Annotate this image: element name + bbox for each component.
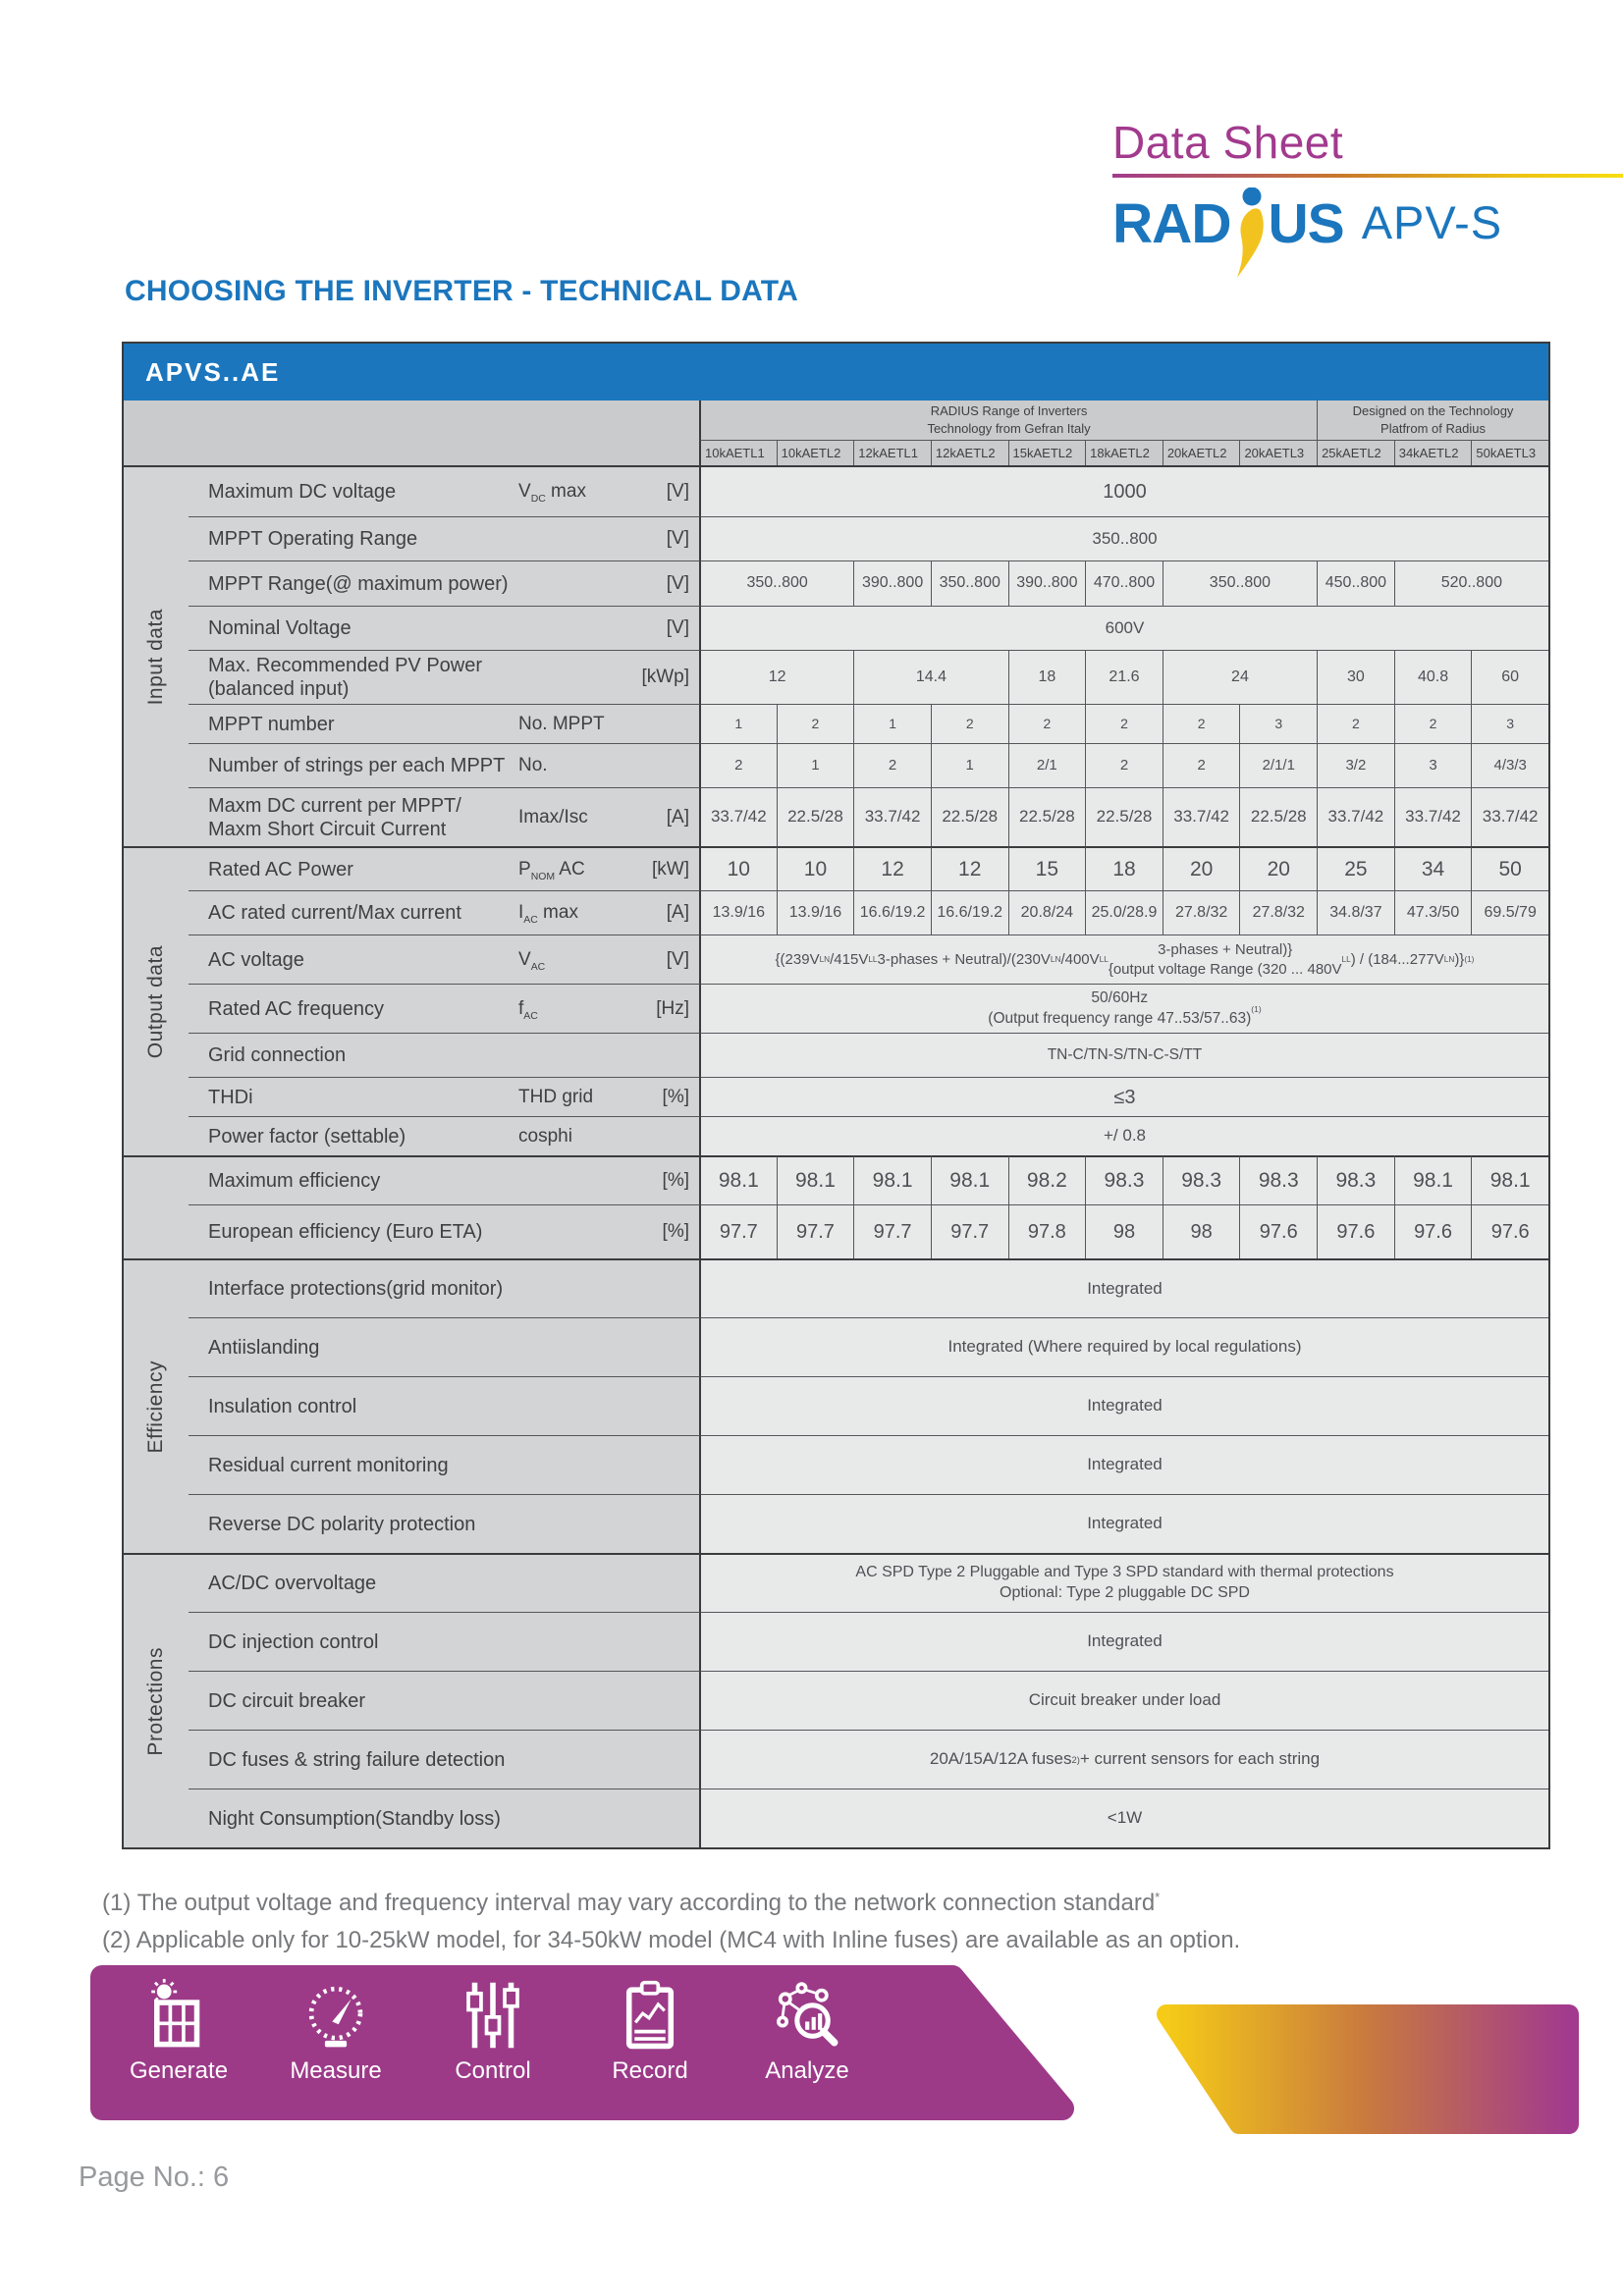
value-cell: 13.9/16 <box>699 890 777 934</box>
logo-product: APV-S <box>1361 196 1503 248</box>
value-cell: 97.7 <box>777 1204 854 1258</box>
value-cell: 33.7/42 <box>1394 787 1472 846</box>
flame-icon <box>1233 187 1267 278</box>
row-label: European efficiency (Euro ETA) [%] <box>189 1204 699 1258</box>
row-label: Residual current monitoring <box>189 1435 699 1494</box>
value-cell: Integrated <box>699 1494 1548 1553</box>
value-cell: 27.8/32 <box>1163 890 1240 934</box>
technical-data-table <box>122 342 1550 1849</box>
value-cell: 3/2 <box>1317 743 1394 787</box>
value-cell: 2 <box>699 743 777 787</box>
product-family: APVS..AE <box>145 356 281 387</box>
value-cell: 98.1 <box>853 1155 931 1204</box>
value-cell: 20 <box>1239 846 1317 890</box>
feature-tags <box>130 1979 856 2085</box>
value-cell: 2 <box>1085 743 1163 787</box>
value-cell: 18 <box>1008 650 1086 704</box>
value-cell: 97.6 <box>1317 1204 1394 1258</box>
value-cell: 98.2 <box>1008 1155 1086 1204</box>
value-cell: 18 <box>1085 846 1163 890</box>
value-cell: 15 <box>1008 846 1086 890</box>
value-cell: 390..800 <box>1008 561 1086 606</box>
column-header-model: 20kAETL2 <box>1163 440 1240 465</box>
section-label: Efficiency <box>124 1258 189 1553</box>
value-cell: 20A/15A/12A fuses 2) + current sensors for each string <box>699 1730 1548 1789</box>
tag-label: Record <box>612 2057 688 2084</box>
value-cell: 390..800 <box>853 561 931 606</box>
value-cell: 3 <box>1471 704 1548 743</box>
value-cell: 97.7 <box>699 1204 777 1258</box>
section-label: Output data <box>124 846 189 1155</box>
value-cell: {(239V LN /415V LL 3-phases + Neutral)/(230V LN /400V LL 3-phases + Neutral)} {output voltage Range (320 ... 480V LL ) / (184...277V LN )} (1) <box>699 934 1548 984</box>
value-cell: 10 <box>699 846 777 890</box>
section-label <box>124 1155 189 1258</box>
value-cell: Integrated <box>699 1612 1548 1671</box>
value-cell: 2 <box>1163 743 1240 787</box>
value-cell: 25.0/28.9 <box>1085 890 1163 934</box>
row-label: MPPT Range(@ maximum power) [V] <box>189 561 699 606</box>
row-label: Number of strings per each MPPT No. <box>189 743 699 787</box>
column-header-model: 50kAETL3 <box>1471 440 1548 465</box>
value-cell: 22.5/28 <box>1008 787 1086 846</box>
value-cell: 21.6 <box>1085 650 1163 704</box>
column-header-model: 25kAETL2 <box>1317 440 1394 465</box>
value-cell: 22.5/28 <box>1239 787 1317 846</box>
value-cell: 98.1 <box>777 1155 854 1204</box>
value-cell: 13.9/16 <box>777 890 854 934</box>
footer-banner <box>79 1965 1085 2120</box>
value-cell: Integrated <box>699 1258 1548 1317</box>
column-header-model: 10kAETL1 <box>699 440 777 465</box>
value-cell: 1000 <box>699 467 1548 516</box>
value-cell: 33.7/42 <box>1317 787 1394 846</box>
row-label: MPPT number No. MPPT <box>189 704 699 743</box>
page-number: Page No.: 6 <box>79 2162 230 2193</box>
value-cell: AC SPD Type 2 Pluggable and Type 3 SPD standard with thermal protections Optional: Type 2 pluggable DC SPD <box>699 1553 1548 1612</box>
column-header-model: 10kAETL2 <box>777 440 854 465</box>
value-cell: 3 <box>1239 704 1317 743</box>
value-cell: 50 <box>1471 846 1548 890</box>
row-label: AC/DC overvoltage <box>189 1553 699 1612</box>
value-cell: 1 <box>777 743 854 787</box>
value-cell: <1W <box>699 1789 1548 1847</box>
value-cell: 2 <box>1163 704 1240 743</box>
tag-label: Measure <box>290 2057 382 2084</box>
value-cell: 4/3/3 <box>1471 743 1548 787</box>
column-header-model: 12kAETL2 <box>931 440 1008 465</box>
datasheet-label: Data Sheet <box>1112 117 1344 168</box>
value-cell: 450..800 <box>1317 561 1394 606</box>
gradient-decoration <box>1149 2004 1581 2134</box>
column-header-model: 12kAETL1 <box>853 440 931 465</box>
tag-control <box>444 1979 542 2085</box>
value-cell: 350..800 <box>931 561 1008 606</box>
tag-label: Control <box>455 2057 531 2084</box>
value-cell: 1 <box>699 704 777 743</box>
value-cell: 2 <box>1317 704 1394 743</box>
row-label: Power factor (settable) cosphi <box>189 1116 699 1155</box>
column-header-model: 34kAETL2 <box>1394 440 1472 465</box>
value-cell: 2 <box>1008 704 1086 743</box>
value-cell: 40.8 <box>1394 650 1472 704</box>
value-cell: Circuit breaker under load <box>699 1671 1548 1730</box>
value-cell: 22.5/28 <box>931 787 1008 846</box>
value-cell: 98.1 <box>1471 1155 1548 1204</box>
tag-analyze <box>758 1979 856 2085</box>
table-body <box>124 467 1548 1847</box>
row-label: Maxm DC current per MPPT/ Maxm Short Circuit Current Imax/Isc [A] <box>189 787 699 846</box>
value-cell: Integrated <box>699 1435 1548 1494</box>
value-cell: +/ 0.8 <box>699 1116 1548 1155</box>
tag-generate <box>130 1979 228 2085</box>
row-label: DC injection control <box>189 1612 699 1671</box>
column-header-model: 18kAETL2 <box>1085 440 1163 465</box>
value-cell: 98.1 <box>1394 1155 1472 1204</box>
value-cell: 16.6/19.2 <box>931 890 1008 934</box>
value-cell: 97.6 <box>1239 1204 1317 1258</box>
value-cell: 98.1 <box>699 1155 777 1204</box>
tag-measure <box>287 1979 385 2085</box>
value-cell: 33.7/42 <box>1471 787 1548 846</box>
value-cell: 470..800 <box>1085 561 1163 606</box>
value-cell: 10 <box>777 846 854 890</box>
value-cell: 1 <box>931 743 1008 787</box>
value-cell: 2 <box>1085 704 1163 743</box>
row-label: Night Consumption(Standby loss) <box>189 1789 699 1847</box>
value-cell: 350..800 <box>699 561 853 606</box>
row-label: Max. Recommended PV Power (balanced input) [kWp] <box>189 650 699 704</box>
row-label: Insulation control <box>189 1376 699 1435</box>
row-label: Rated AC frequency $f_{AC}$ [Hz] <box>189 984 699 1033</box>
value-cell: 30 <box>1317 650 1394 704</box>
row-label: Interface protections(grid monitor) <box>189 1258 699 1317</box>
table-title-bar <box>124 344 1548 400</box>
tag-record <box>601 1979 699 2085</box>
value-cell: Integrated <box>699 1376 1548 1435</box>
value-cell: 22.5/28 <box>777 787 854 846</box>
value-cell: 520..800 <box>1394 561 1548 606</box>
value-cell: 25 <box>1317 846 1394 890</box>
value-cell: 2 <box>777 704 854 743</box>
row-label: AC rated current/Max current $I_{AC}$ max [A] <box>189 890 699 934</box>
page-title: CHOOSING THE INVERTER - TECHNICAL DATA <box>125 275 798 307</box>
row-label: Antiislanding <box>189 1317 699 1376</box>
magnifier-analytics-icon <box>771 1979 843 2052</box>
value-cell: 34.8/37 <box>1317 890 1394 934</box>
value-cell: 98.3 <box>1317 1155 1394 1204</box>
value-cell: 34 <box>1394 846 1472 890</box>
value-cell: 97.7 <box>853 1204 931 1258</box>
column-header-model: 20kAETL3 <box>1239 440 1317 465</box>
value-cell: 24 <box>1163 650 1317 704</box>
value-cell: 600V <box>699 606 1548 650</box>
logo-text-rad: RAD <box>1112 192 1231 255</box>
value-cell: 98.3 <box>1085 1155 1163 1204</box>
value-cell: 2/1 <box>1008 743 1086 787</box>
gradient-rule <box>1112 174 1623 178</box>
row-label: AC voltage $V_{AC}$ [V] <box>189 934 699 984</box>
value-cell: 2/1/1 <box>1239 743 1317 787</box>
value-cell: 98.1 <box>931 1155 1008 1204</box>
group-header: Designed on the Technology Platfrom of Radius <box>1317 400 1548 440</box>
row-label: DC fuses & string failure detection <box>189 1730 699 1789</box>
value-cell: 27.8/32 <box>1239 890 1317 934</box>
value-cell: 22.5/28 <box>1085 787 1163 846</box>
row-label: Reverse DC polarity protection <box>189 1494 699 1553</box>
value-cell: 12 <box>699 650 853 704</box>
value-cell: 2 <box>931 704 1008 743</box>
value-cell: 350..800 <box>699 516 1548 561</box>
value-cell: 12 <box>853 846 931 890</box>
brand-logo <box>1112 187 1502 282</box>
value-cell: 69.5/79 <box>1471 890 1548 934</box>
tag-label: Generate <box>129 2057 229 2084</box>
value-cell: 97.6 <box>1394 1204 1472 1258</box>
row-label: DC circuit breaker <box>189 1671 699 1730</box>
row-label: Maximum efficiency [%] <box>189 1155 699 1204</box>
value-cell: ≤3 <box>699 1077 1548 1116</box>
footnotes <box>102 1885 1240 1959</box>
group-header: RADIUS Range of Inverters Technology from Gefran Italy <box>699 400 1317 440</box>
value-cell: 1 <box>853 704 931 743</box>
footnote-1: (1) The output voltage and frequency interval may vary according to the network connection standard* <box>102 1890 1161 1916</box>
value-cell: 350..800 <box>1163 561 1317 606</box>
value-cell: 12 <box>931 846 1008 890</box>
value-cell: 16.6/19.2 <box>853 890 931 934</box>
value-cell: 14.4 <box>853 650 1007 704</box>
value-cell: 98 <box>1085 1204 1163 1258</box>
value-cell: 33.7/42 <box>1163 787 1240 846</box>
value-cell: 47.3/50 <box>1394 890 1472 934</box>
logo-text-us: US <box>1268 192 1344 255</box>
value-cell: 98.3 <box>1163 1155 1240 1204</box>
value-cell: 97.6 <box>1471 1204 1548 1258</box>
gauge-icon <box>299 1979 372 2052</box>
footnote-2: (2) Applicable only for 10-25kW model, for 34-50kW model (MC4 with Inline fuses) are available as an option. <box>102 1927 1241 1953</box>
value-cell: 98.3 <box>1239 1155 1317 1204</box>
row-label: Grid connection <box>189 1033 699 1077</box>
value-cell: 33.7/42 <box>699 787 777 846</box>
value-cell: 2 <box>1394 704 1472 743</box>
value-cell: TN-C/TN-S/TN-C-S/TT <box>699 1033 1548 1077</box>
value-cell: Integrated (Where required by local regulations) <box>699 1317 1548 1376</box>
value-cell: 98 <box>1163 1204 1240 1258</box>
section-label: Protections <box>124 1553 189 1847</box>
section-label: Input data <box>124 467 189 846</box>
row-label: THDi THD grid [%] <box>189 1077 699 1116</box>
row-label: MPPT Operating Range [V] <box>189 516 699 561</box>
table-corner-cell <box>124 400 699 465</box>
value-cell: 20 <box>1163 846 1240 890</box>
column-header-model: 15kAETL2 <box>1008 440 1086 465</box>
solar-panel-icon <box>142 1979 215 2052</box>
table-header <box>124 400 1548 467</box>
row-label: Rated AC Power $P_{NOM}$ AC [kW] <box>189 846 699 890</box>
value-cell: 20.8/24 <box>1008 890 1086 934</box>
value-cell: 50/60Hz (Output frequency range 47..53/57..63) (1) <box>699 984 1548 1033</box>
value-cell: 2 <box>853 743 931 787</box>
value-cell: 60 <box>1471 650 1548 704</box>
row-label: Nominal Voltage [V] <box>189 606 699 650</box>
value-cell: 97.7 <box>931 1204 1008 1258</box>
clipboard-chart-icon <box>614 1979 686 2052</box>
value-cell: 97.8 <box>1008 1204 1086 1258</box>
tag-label: Analyze <box>765 2057 849 2084</box>
value-cell: 33.7/42 <box>853 787 931 846</box>
row-label: Maximum DC voltage $V_{DC}$ max [V] <box>189 467 699 516</box>
sliders-icon <box>457 1979 529 2052</box>
value-cell: 3 <box>1394 743 1472 787</box>
